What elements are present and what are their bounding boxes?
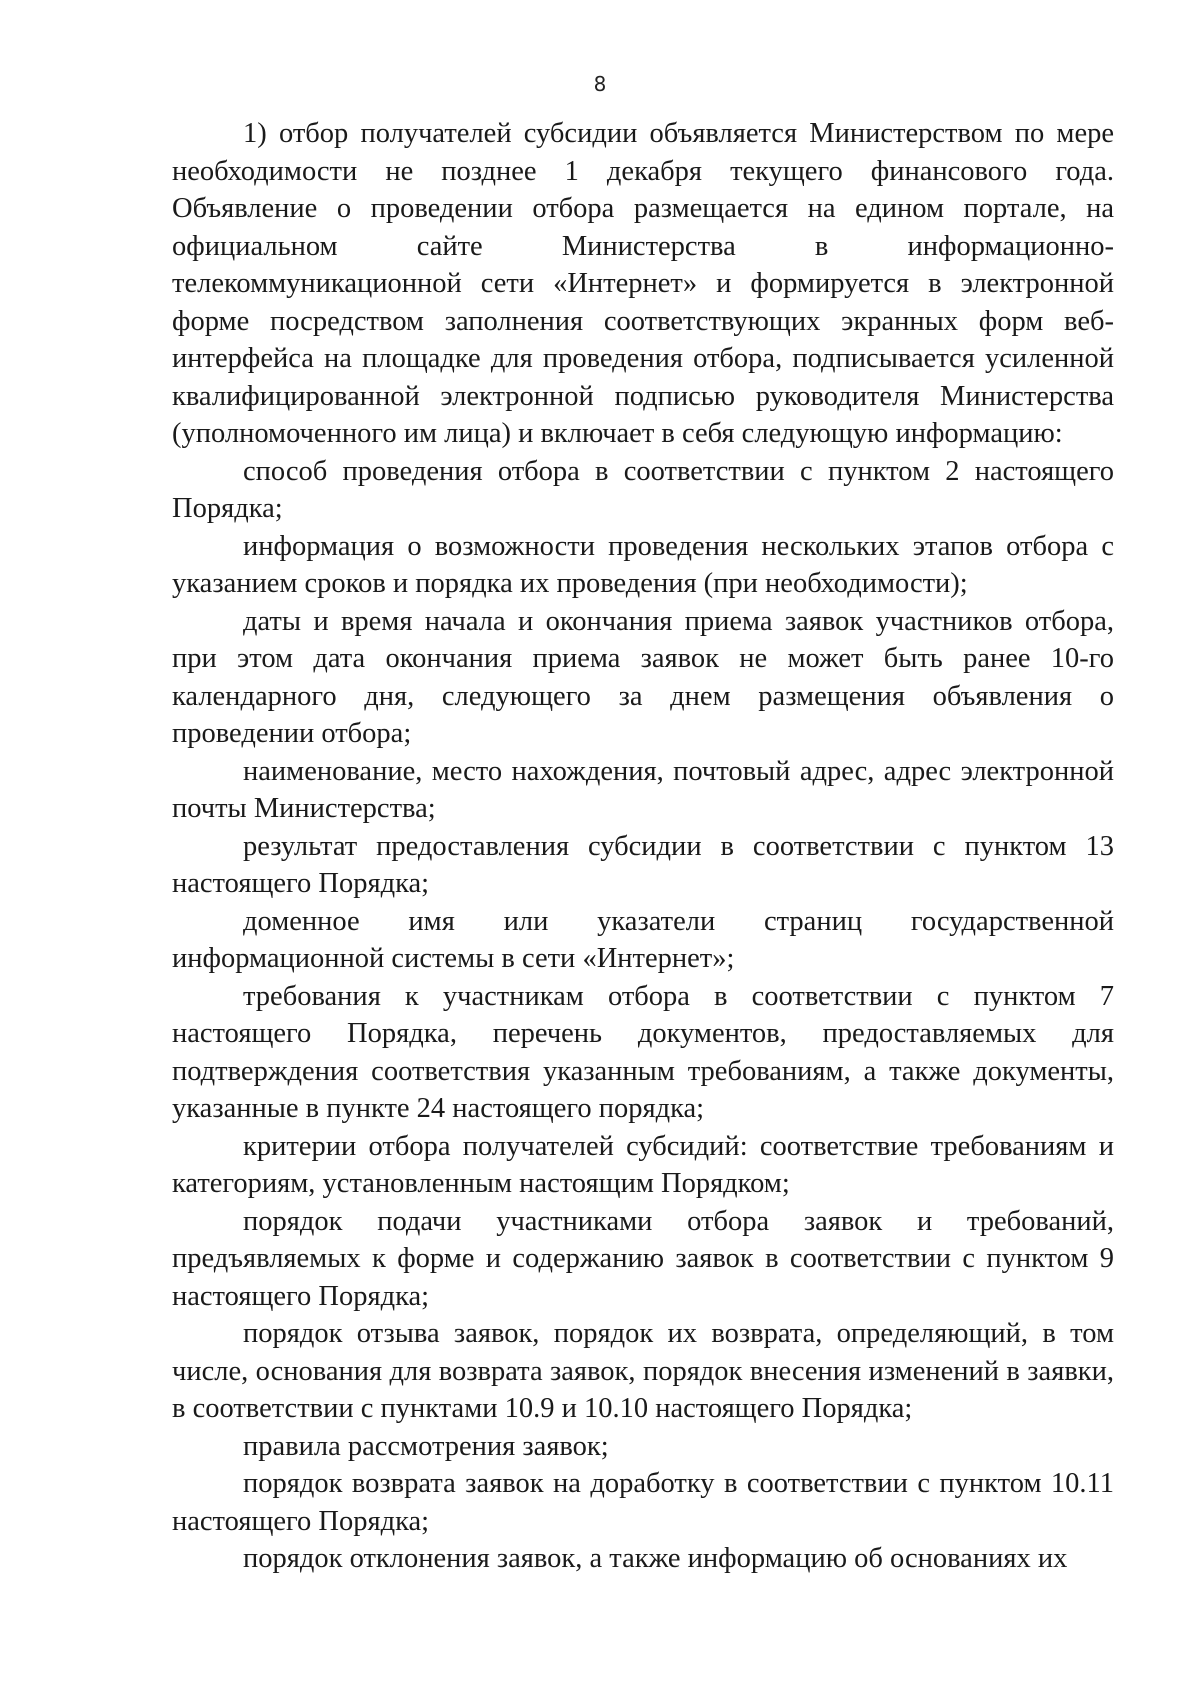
paragraph-stages-info: информация о возможности проведения нескольких этапов отбора с указанием сроков и порядка их проведения (при необходимости); [172,530,1114,599]
paragraph-subsidy-result: результат предоставления субсидии в соответствии с пунктом 13 настоящего Порядка; [172,830,1114,899]
paragraph-withdrawal-procedure: порядок отзыва заявок, порядок их возврата, определяющий, в том числе, основания для возврата заявок, порядок внесения изменений в заявки, в соответствии с пунктами 10.9 и 10.10 настоящего Порядка; [172,1318,1114,1424]
paragraph-review-rules: правила рассмотрения заявок; [243,1430,609,1462]
paragraph-announcement-intro: 1) отбор получателей субсидии объявляется Министерством по мере необходимости не позднее 1 декабря текущего финансового года. Объявление о проведении отбора размещается на едином портале, на официальном сайте Министерства в информационно-телекоммуникационной сети «Интернет» и формируется в электронной форме посредством заполнения соответствующих экранных форм веб-интерфейса на площадке для проведения отбора, подписывается усиленной квалифицированной электронной подписью руководителя Министерства (уполномоченного им лица) и включает в себя следующую информацию: [172,118,1114,449]
paragraph-ministry-contacts: наименование, место нахождения, почтовый адрес, адрес электронной почты Министерства; [172,755,1114,824]
paragraph-application-dates: даты и время начала и окончания приема заявок участников отбора, при этом дата окончания приема заявок не может быть ранее 10-го календарного дня, следующего за днем размещения объявления о проведении отбора; [172,605,1114,749]
paragraph-domain-name: доменное имя или указатели страниц государственной информационной системы в сети «Интернет»; [172,905,1114,974]
page-number: 8 [593,72,607,96]
paragraph-selection-method: способ проведения отбора в соответствии с пунктом 2 настоящего Порядка; [172,455,1114,524]
paragraph-submission-procedure: порядок подачи участниками отбора заявок и требований, предъявляемых к форме и содержанию заявок в соответствии с пунктом 9 настоящего Порядка; [172,1205,1114,1312]
paragraph-selection-criteria: критерии отбора получателей субсидий: соответствие требованиям и категориям, установленным настоящим Порядком; [172,1130,1114,1199]
paragraph-rejection-procedure: порядок отклонения заявок, а также информацию об основаниях их [243,1543,1068,1574]
document-body [172,115,1114,1578]
paragraph-return-for-revision: порядок возврата заявок на доработку в соответствии с пунктом 10.11 настоящего Порядка; [172,1468,1114,1537]
paragraph-participant-requirements: требования к участникам отбора в соответствии с пунктом 7 настоящего Порядка, перечень документов, предоставляемых для подтверждения соответствия указанным требованиям, а также документы, указанные в пункте 24 настоящего порядка; [172,980,1114,1124]
